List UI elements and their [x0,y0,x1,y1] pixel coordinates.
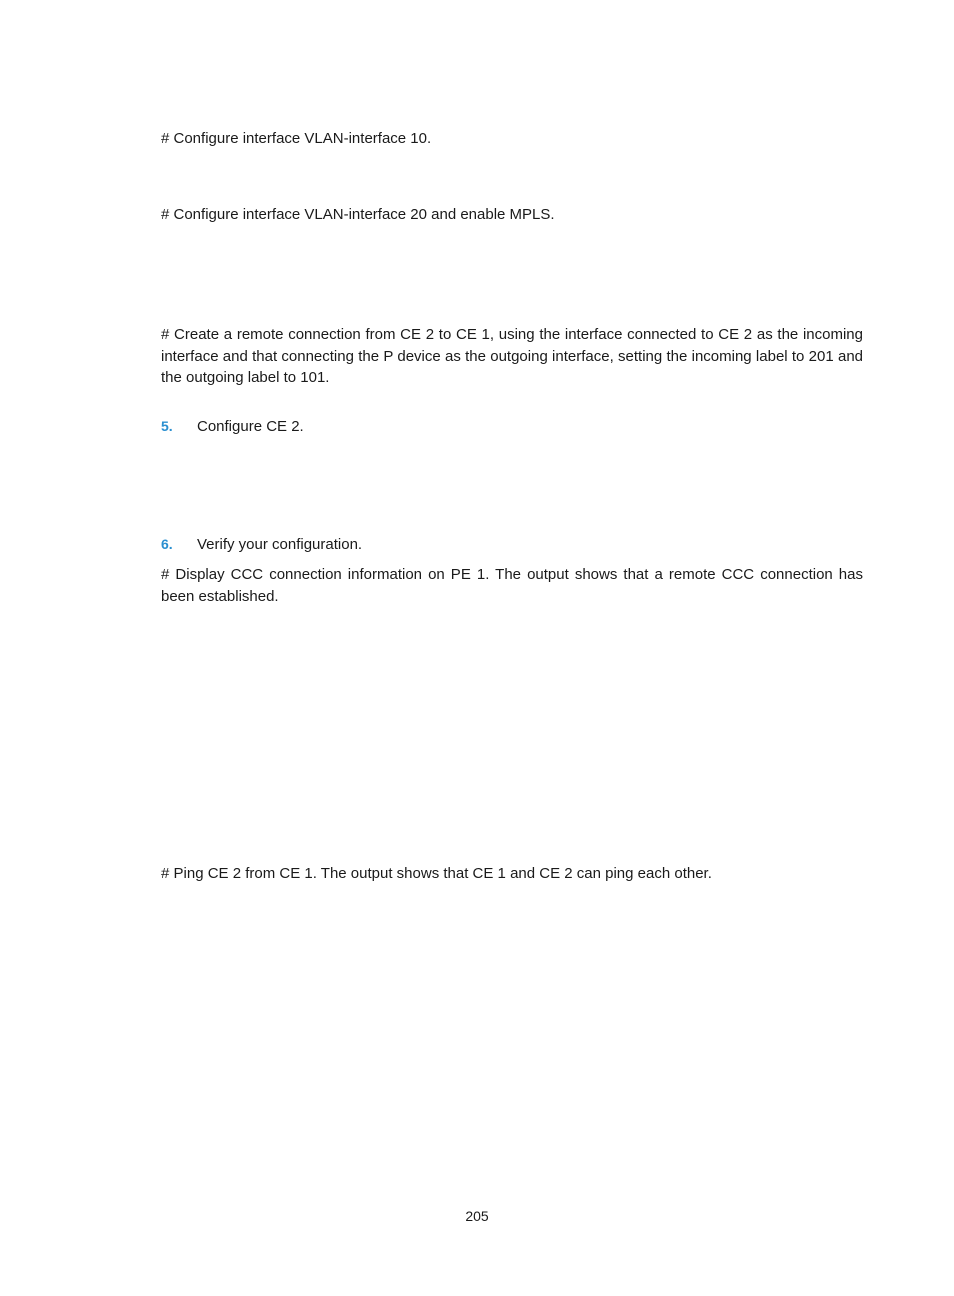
step-5 [161,416,304,437]
paragraph-configure-vlan20: # Configure interface VLAN-interface 20 and enable MPLS. [161,206,555,223]
paragraph-display-ccc: # Display CCC connection information on PE 1. The output shows that a remote CCC connection has been established. [161,566,863,605]
paragraph-configure-vlan10: # Configure interface VLAN-interface 10. [161,130,432,147]
page-number: 205 [465,1208,489,1224]
step-number: 5. [161,418,173,434]
paragraph-ping: # Ping CE 2 from CE 1. The output shows that CE 1 and CE 2 can ping each other. [161,865,712,882]
step-label: Configure CE 2. [197,418,304,435]
step-label: Verify your configuration. [197,536,363,553]
step-number: 6. [161,536,173,552]
paragraph-create-remote-connection: # Create a remote connection from CE 2 to CE 1, using the interface connected to CE 2 as the incoming interface and that connecting the P device as the outgoing interface, setting the incoming label to 201 and the outgoing label to 101. [161,326,863,386]
step-6 [161,534,362,555]
